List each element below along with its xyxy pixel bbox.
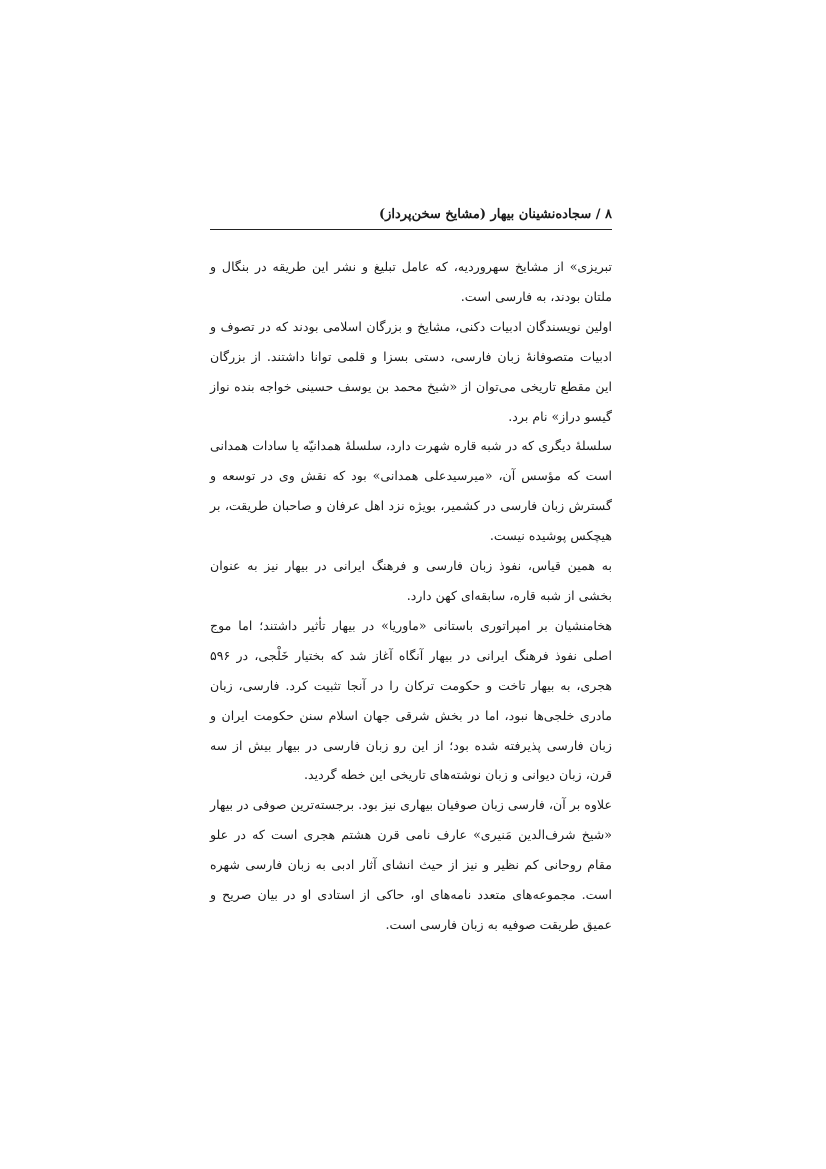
paragraph-5: هخامنشیان بر امپراتوری باستانی «ماوریا» در بیهار تأثیر داشتند؛ اما موج اصلی نفوذ فرهنگ ایرانی در بیهار آنگاه آغاز شد که بختیار خَلْجی، در ۵۹۶ هجری، به بیهار تاخت و حکومت ترکان را در آنجا تثبیت کرد. فارسی، زبان مادری خلجی‌ها نبود، اما در بخش شرقی جهان اسلام سنن حکومت ایران و زبان فارسی پذیرفته شده بود؛ از این رو زبان فارسی در بیهار بیش از سه قرن، زبان دیوانی و زبان نوشته‌های تاریخی این خطه گردید. bbox=[210, 617, 612, 783]
paragraph-2: اولین نویسندگان ادبیات دکنی، مشایخ و بزرگان اسلامی بودند که در تصوف و ادبیات متصوفانهٔ زبان فارسی، دستی بسزا و قلمی توانا داشتند. از بزرگان این مقطع تاریخی می‌توان از «شیخ محمد بن یوسف حسینی خواجه بنده نواز گیسو دراز» نام برد. bbox=[210, 318, 612, 424]
header-divider bbox=[210, 229, 612, 230]
paragraph-4: به همین قیاس، نفوذ زبان فارسی و فرهنگ ایرانی در بیهار نیز به عنوان بخشی از شبه قاره، سابقه‌ای کهن دارد. bbox=[210, 558, 612, 603]
paragraph-6: علاوه بر آن، فارسی زبان صوفیان بیهاری نیز بود. برجسته‌ترین صوفی در بیهار «شیخ شرف‌الدین مَنیری» عارف نامی قرن هشتم هجری است که در علو مقام روحانی کم نظیر و نیز از حیث انشای آثار ادبی به زبان فارسی شهره است. مجموعه‌های متعدد نامه‌های او، حاکی از استادی او در بیان صریح و عمیق طریقت صوفیه به زبان فارسی است. bbox=[210, 797, 612, 932]
body-text bbox=[210, 252, 612, 940]
paragraph-3: سلسلهٔ دیگری که در شبه قاره شهرت دارد، سلسلهٔ همدانیّه یا سادات همدانی است که مؤسس آن، «میرسیدعلی همدانی» بود که نقش وی در توسعه و گسترش زبان فارسی در کشمیر، بویژه نزد اهل عرفان و صاحبان طریقت، بر هیچکس پوشیده نیست. bbox=[210, 438, 612, 544]
paragraph-1: تبریزی» از مشایخ سهروردیه، که عامل تبلیغ و نشر این طریقه در بنگال و ملتان بودند، به فارسی است. bbox=[210, 259, 612, 304]
running-header: ۸ / سجاده‌نشینان بیهار (مشایخ سخن‌پرداز) bbox=[378, 207, 612, 222]
